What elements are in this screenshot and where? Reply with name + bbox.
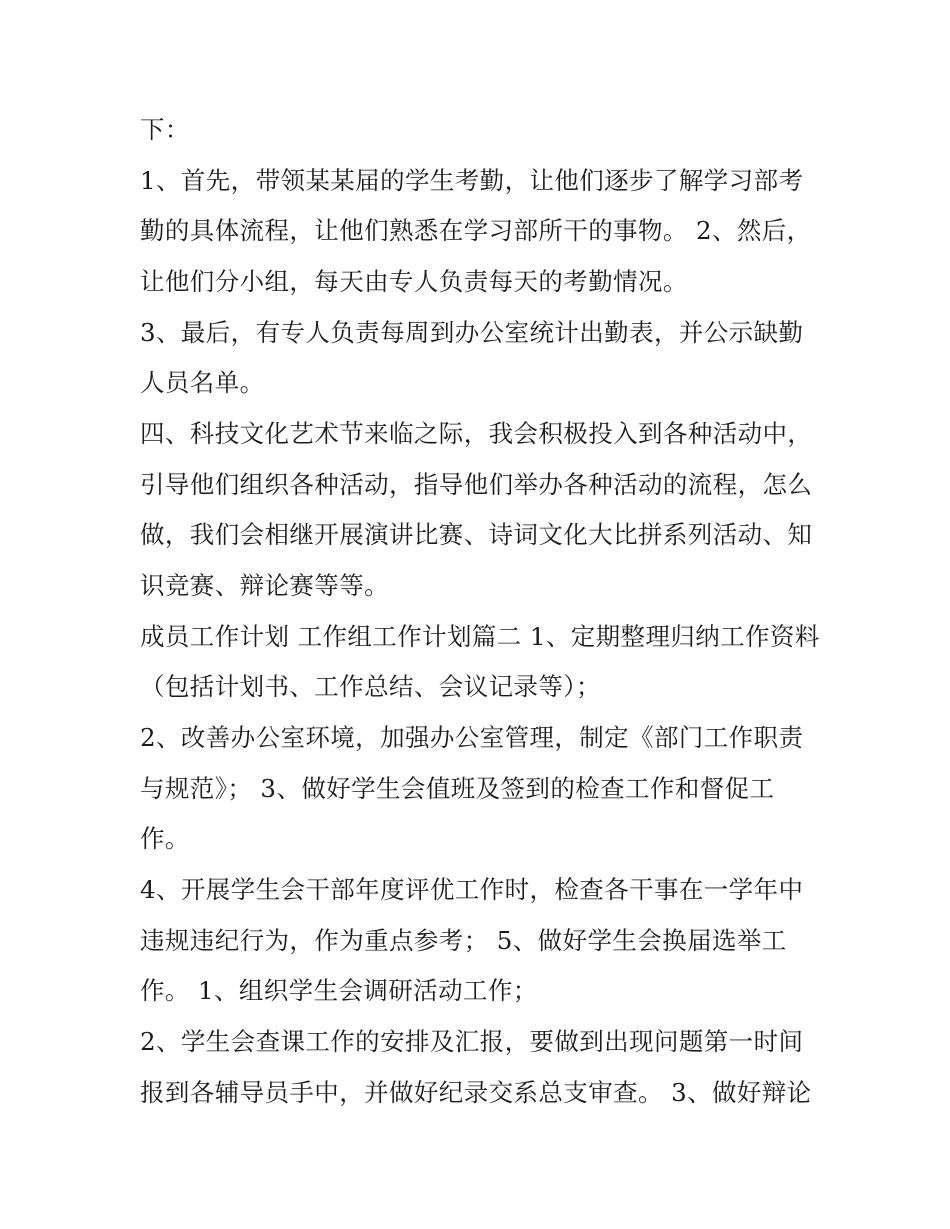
text-line: 人员名单。	[140, 368, 265, 397]
text-line: （包括计划书、工作总结、会议记录等）；	[140, 672, 601, 701]
text-line: 引导他们组织各种活动，指导他们举办各种活动的流程，怎么	[140, 470, 813, 499]
text-line: 四、科技文化艺术节来临之际，我会积极投入到各种活动中，	[140, 419, 813, 448]
text-line: 与规范》； 3、做好学生会值班及签到的检查工作和督促工	[140, 774, 775, 803]
text-line: 3、最后，有专人负责每周到办公室统计出勤表，并公示缺勤	[140, 318, 804, 347]
text-line: 报到各辅导员手中，并做好纪录交系总支审查。 3、做好辩论	[140, 1078, 812, 1107]
text-line: 4、开展学生会干部年度评优工作时，检查各干事在一学年中	[140, 875, 804, 904]
text-line: 成员工作计划 工作组工作计划篇二 1、定期整理归纳工作资料	[140, 622, 820, 651]
text-line: 违规违纪行为，作为重点参考； 5、做好学生会换届选举工	[140, 926, 787, 955]
text-line: 勤的具体流程，让他们熟悉在学习部所干的事物。 2、然后，	[140, 216, 812, 245]
text-line: 让他们分小组，每天由专人负责每天的考勤情况。	[140, 267, 688, 296]
text-line: 2、学生会查课工作的安排及汇报，要做到出现问题第一时间	[140, 1027, 804, 1056]
text-line: 作。	[140, 824, 190, 853]
text-line: 做，我们会相继开展演讲比赛、诗词文化大比拼系列活动、知	[140, 520, 813, 549]
text-line: 识竞赛、辩论赛等等。	[140, 571, 389, 600]
text-line: 2、改善办公室环境，加强办公室管理，制定《部门工作职责	[140, 723, 804, 752]
text-line: 1、首先，带领某某届的学生考勤，让他们逐步了解学习部考	[140, 166, 804, 195]
text-line: 作。 1、组织学生会调研活动工作；	[140, 976, 538, 1005]
text-line: 下：	[140, 115, 190, 144]
